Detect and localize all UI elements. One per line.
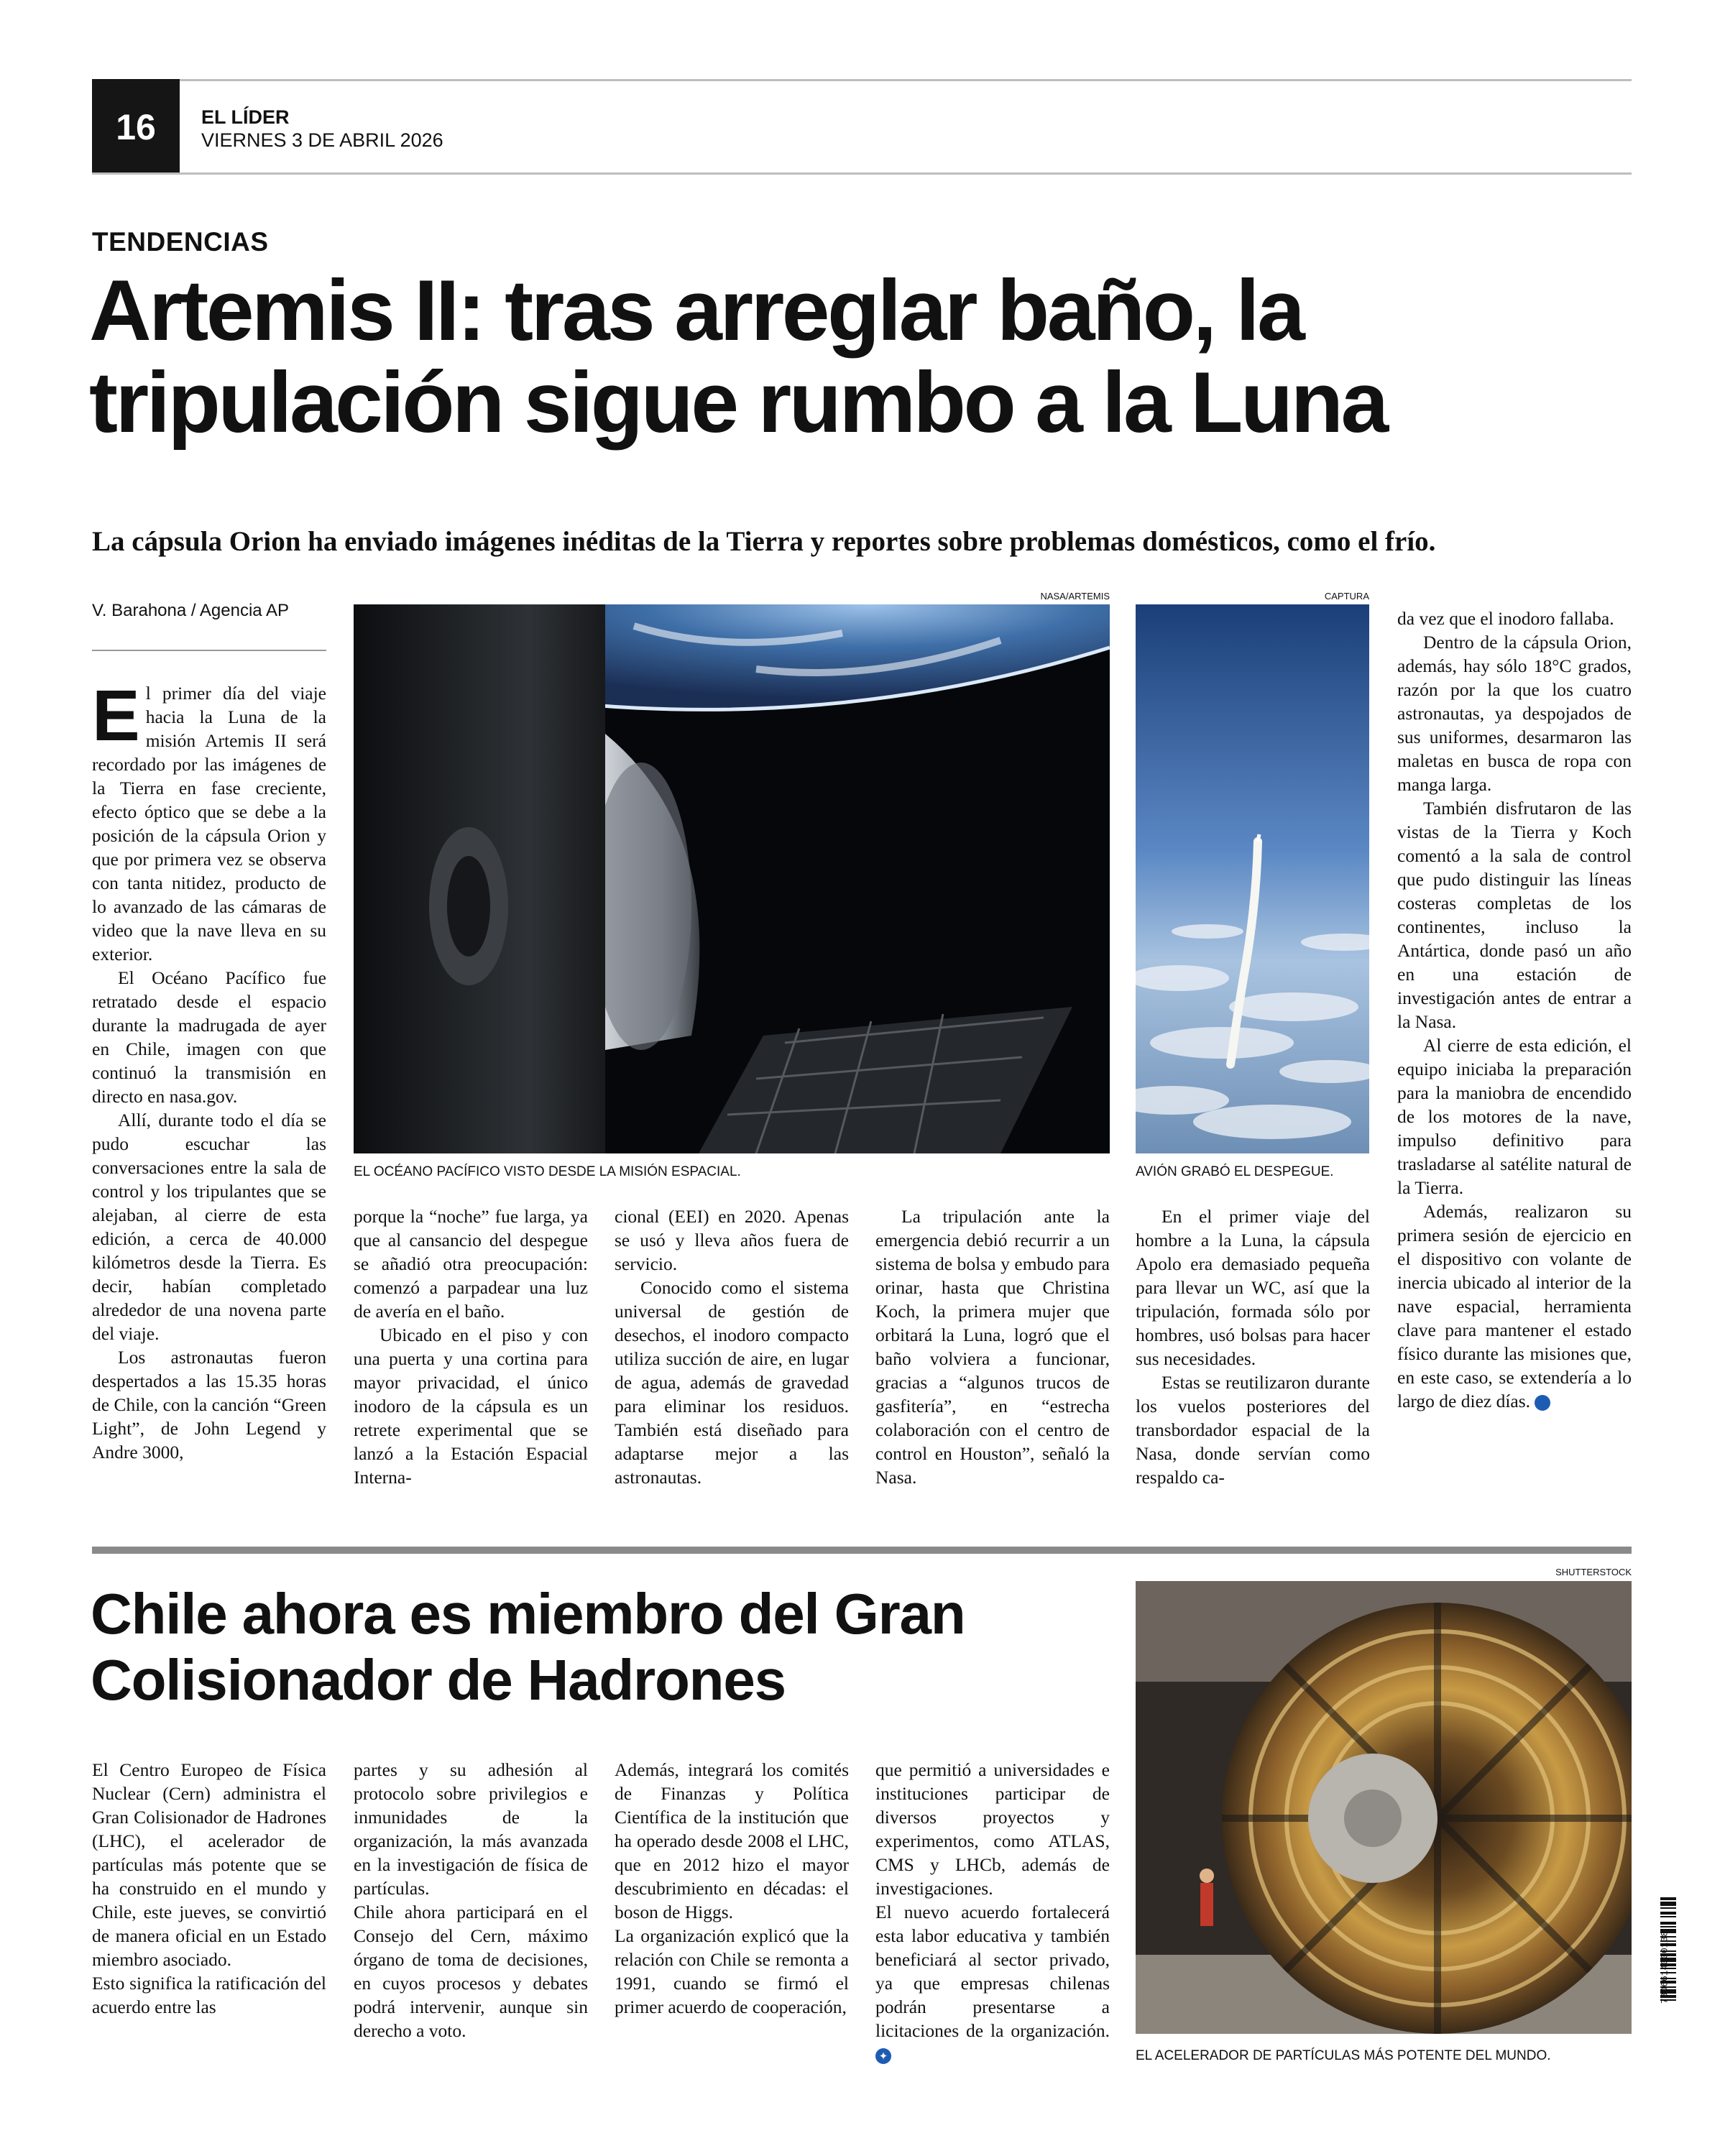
barcode-number: 7806614000138 bbox=[1659, 1930, 1670, 2004]
headline-line-1: Chile ahora es miembro del Gran bbox=[91, 1582, 965, 1646]
paragraph: Además, integrará los comités de Finanzas y Política Científica de la institución que ha operado desde 2008 el LHC, que en 2012 hizo el mayor descubrimiento en décadas: el boson de Higgs. bbox=[615, 1759, 849, 1922]
paragraph: Los astronautas fueron despertados a las 15.35 horas de Chile, con la canción “Green Light”, de John Legend y Andre 3000, bbox=[92, 1347, 326, 1462]
paragraph: Chile ahora participará en el Consejo del Cern, máximo órgano de toma de decisiones, en cuyos procesos y debates podrá intervenir, aunque sin derecho a voto. bbox=[354, 1902, 588, 2041]
headline-line-1: Artemis II: tras arreglar baño, la bbox=[89, 262, 1303, 359]
paragraph: Ubicado en el piso y con una puerta y una cortina para mayor privacidad, el único inodoro de la cápsula es un retrete experimental que se lanzó a la Estación Espacial Interna- bbox=[354, 1325, 588, 1488]
photo1-caption: EL OCÉANO PACÍFICO VISTO DESDE LA MISIÓN ESPACIAL. bbox=[354, 1164, 741, 1179]
article1-column-3 bbox=[615, 1204, 849, 1489]
lhc-detector-image bbox=[1136, 1581, 1632, 2034]
byline-rule bbox=[92, 650, 326, 651]
photo-orion-earth bbox=[354, 604, 1110, 1153]
article1-column-5 bbox=[1136, 1204, 1370, 1489]
paragraph: Dentro de la cápsula Orion, además, hay sólo 18°C grados, razón por la que los cuatro astronautas, ya despojados de sus uniformes, desarmaron las maletas en busca de ropa con manga larga. bbox=[1397, 632, 1632, 795]
article1-headline bbox=[89, 262, 1642, 451]
article2-column-1 bbox=[92, 1758, 326, 2019]
paragraph bbox=[875, 1900, 1110, 2066]
header-bottom-rule bbox=[92, 172, 1632, 175]
paragraph bbox=[1397, 1199, 1632, 1413]
photo2-caption: AVIÓN GRABÓ EL DESPEGUE. bbox=[1136, 1164, 1334, 1179]
paragraph-text: Además, realizaron su primera sesión de ejercicio en el dispositivo con volante de inercia ubicado al interior de la nave espacial, herramienta clave para mantener el estado físico durante las misiones que, en este caso, se extendería a lo largo de diez días. bbox=[1397, 1201, 1632, 1411]
photo3-caption: EL ACELERADOR DE PARTÍCULAS MÁS POTENTE DEL MUNDO. bbox=[1136, 2048, 1551, 2063]
paragraph: El Océano Pacífico fue retratado desde el espacio durante la madrugada de ayer en Chile, imagen con que continuó la transmisión en directo en nasa.gov. bbox=[92, 967, 326, 1107]
paper-name: EL LÍDER bbox=[201, 106, 290, 128]
paragraph: cional (EEI) en 2020. Apenas se usó y lleva años fuera de servicio. bbox=[615, 1206, 849, 1274]
byline: V. Barahona / Agencia AP bbox=[92, 601, 289, 620]
orion-earth-image bbox=[354, 604, 1110, 1153]
paragraph: Al cierre de esta edición, el equipo iniciaba la preparación para la maniobra de encendido de los motores de la nave, impulso definitivo para trasladarse al satélite natural de la Tierra. bbox=[1397, 1035, 1632, 1198]
headline-line-2: tripulación sigue rumbo a la Luna bbox=[89, 354, 1386, 451]
paragraph: El Centro Europeo de Física Nuclear (Cern) administra el Gran Colisionador de Hadrones (LHC), el acelerador de partículas más potente que se ha construido en el mundo y Chile, este jueves, se convirtió de manera oficial en un Estado miembro asociado. bbox=[92, 1759, 326, 1970]
barcode bbox=[1650, 1897, 1676, 2084]
photo3-credit: SHUTTERSTOCK bbox=[1555, 1567, 1632, 1577]
paragraph: porque la “noche” fue larga, ya que al cansancio del despegue se añadió otra preocupación: comenzó a parpadear una luz de avería en el baño. bbox=[354, 1206, 588, 1322]
photo-launch-plume bbox=[1136, 604, 1369, 1153]
launch-plume-image bbox=[1136, 604, 1369, 1153]
paragraph: La organización explicó que la relación con Chile se remonta a 1991, cuando se firmó el primer acuerdo de cooperación, bbox=[615, 1925, 849, 2017]
paragraph bbox=[92, 676, 326, 966]
photo2-credit: CAPTURA bbox=[1324, 591, 1369, 602]
paragraph: Esto significa la ratificación del acuerdo entre las bbox=[92, 1973, 326, 2017]
photo1-credit: NASA/ARTEMIS bbox=[1040, 591, 1110, 602]
paragraph: Estas se reutilizaron durante los vuelos posteriores del transbordador espacial de la Nasa, donde servían como respaldo ca- bbox=[1136, 1372, 1370, 1488]
article2-column-2 bbox=[354, 1758, 588, 2042]
article2-headline bbox=[91, 1581, 1111, 1713]
article1-column-2 bbox=[354, 1204, 588, 1489]
header-top-rule bbox=[92, 79, 1632, 81]
paragraph: que permitió a universidades e instituciones participar de diversos proyectos y experimentos, como ATLAS, CMS y LHCb, además de investigaciones. bbox=[875, 1759, 1110, 1899]
paragraph: También disfrutaron de las vistas de la Tierra y Koch comentó a la sala de control que pudo distinguir las líneas costeras completas de los continentes, incluso la Antártica, donde pasó un año en una estación de investigación antes de entrar a la Nasa. bbox=[1397, 798, 1632, 1032]
page-number: 16 bbox=[92, 79, 180, 175]
issue-date: VIERNES 3 DE ABRIL 2026 bbox=[201, 129, 443, 151]
headline-line-2: Colisionador de Hadrones bbox=[91, 1648, 786, 1712]
paragraph-text: l primer día del viaje hacia la Luna de la misión Artemis II será recordado por las imágenes de la Tierra en fase creciente, efecto óptico que se debe a la posición de la cápsula Orion y que por primera vez se observa con tanta nitidez, producto de lo avanzado de las cámaras de video que la nave lleva en su exterior. bbox=[92, 683, 326, 964]
article1-column-4 bbox=[875, 1204, 1110, 1489]
article2-column-4 bbox=[875, 1758, 1110, 2066]
photo-lhc-detector bbox=[1136, 1581, 1632, 2034]
paragraph: da vez que el inodoro fallaba. bbox=[1397, 608, 1614, 629]
paragraph: Allí, durante todo el día se pudo escuchar las conversaciones entre la sala de control y los tripulantes que se alejaban, al cierre de esta edición, a cerca de 40.000 kilómetros desde la Tierra. Es decir, habían completado alrededor de una novena parte del viaje. bbox=[92, 1110, 326, 1344]
end-mark-icon: ✦ bbox=[1535, 1395, 1550, 1411]
section-label: TENDENCIAS bbox=[92, 227, 269, 257]
article1-deck: La cápsula Orion ha enviado imágenes inéditas de la Tierra y reportes sobre problemas domésticos, como el frío. bbox=[92, 526, 1436, 557]
article1-column-6 bbox=[1397, 607, 1632, 1413]
article2-column-3 bbox=[615, 1758, 849, 2019]
end-mark-icon: ✦ bbox=[875, 2048, 891, 2064]
paragraph: partes y su adhesión al protocolo sobre privilegios e inmunidades de la organización, la más avanzada en la investigación de física de partículas. bbox=[354, 1759, 588, 1899]
paragraph: La tripulación ante la emergencia debió recurrir a un sistema de bolsa y embudo para orinar, hasta que Christina Koch, la primera mujer que orbitará la Luna, logró que el baño volviera a funcionar, gracias a “algunos trucos de gasfitería”, en “estrecha colaboración con el centro de control en Houston”, señaló la Nasa. bbox=[875, 1206, 1110, 1488]
article1-column-1 bbox=[92, 676, 326, 1464]
paragraph-text: El nuevo acuerdo fortalecerá esta labor educativa y también beneficiará al sector privado, ya que empresas chilenas podrán presentarse a licitaciones de la organización. bbox=[875, 1902, 1110, 2041]
article-divider bbox=[92, 1547, 1632, 1554]
paragraph: Conocido como el sistema universal de gestión de desechos, el inodoro compacto utiliza succión de aire, en lugar de agua, además de gravedad para eliminar los residuos. También está diseñado para adaptarse mejor a las astronautas. bbox=[615, 1277, 849, 1488]
drop-cap: E bbox=[92, 676, 140, 756]
paragraph: En el primer viaje del hombre a la Luna, la cápsula Apolo era demasiado pequeña para llevar un WC, así que la tripulación, formada sólo por hombres, usó bolsas para hacer sus necesidades. bbox=[1136, 1206, 1370, 1369]
